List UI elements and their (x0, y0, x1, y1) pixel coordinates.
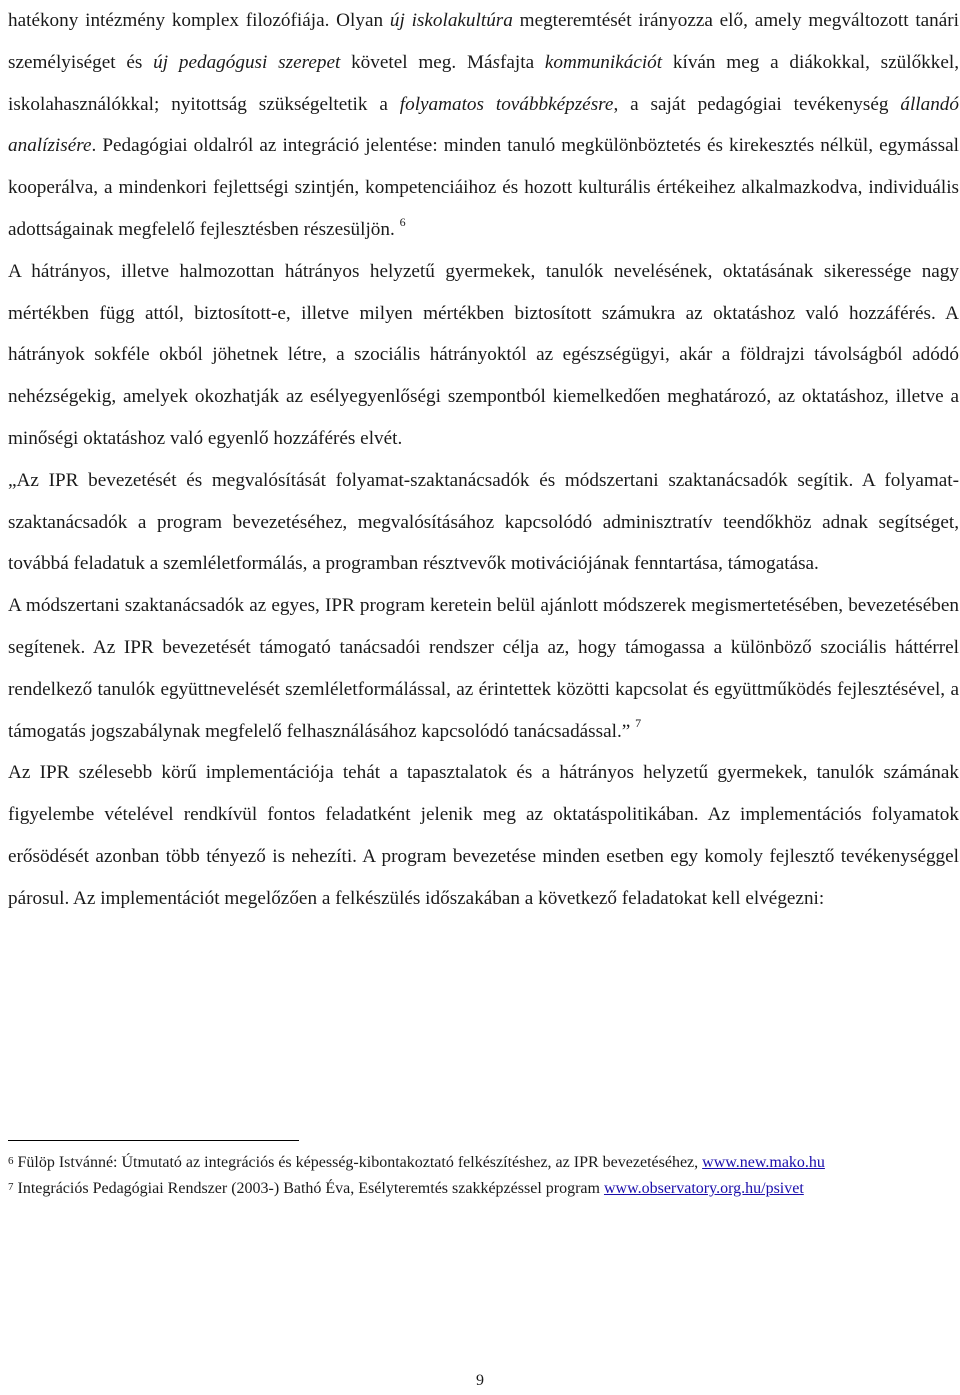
text-segment: Az IPR szélesebb körű implementációja tehát a tapasztalatok és a hátrányos helyzetű gyermekek, tanulók számának figyelembe vételével rendkívül fontos feladatként jelenik meg az oktatáspolitikában. Az implementációs folyamatok erősödését azonban több tényező is nehezíti. A program bevezetése minden esetben egy komoly fejlesztő tevékenységgel párosul. Az implementációt megelőzően a felkészülés időszakában a következő feladatokat kell elvégezni: (8, 762, 959, 909)
footnote-link[interactable]: www.observatory.org.hu/psivet (603, 1180, 804, 1197)
footnote-number: 7 (8, 1181, 14, 1193)
paragraph-disadvantaged-access (8, 251, 959, 460)
italic-text-segment: folyamatos továbbképzésre (399, 93, 614, 115)
footnotes (8, 1152, 959, 1204)
footnote-link[interactable]: www.new.mako.hu (702, 1154, 825, 1171)
paragraph-implementation (8, 752, 959, 919)
text-segment: fajta (500, 51, 545, 73)
text-segment: A hátrányos, illetve halmozottan hátrányos helyzetű gyermekek, tanulók nevelésének, oktatásának sikeressége nagy mértékben függ attól, biztosított-e, illetve milyen mértékben biztosított számukra az oktatáshoz való hozzáférés. A hátrányok sokféle okból jöhetnek létre, a szociális hátrányoktól az egészségügyi, akár a földrajzi távolságból adódó nehézségekig, amelyek okozhatják az esélyegyenlőségi szempontból kiemelkedően meghatározó, az oktatáshoz, illetve a minőségi oktatáshoz való egyenlő hozzáférés elvét. (8, 260, 959, 449)
italic-text-segment: s (492, 51, 500, 73)
paragraph-integration (8, 0, 959, 251)
text-segment: követel meg. Má (340, 51, 493, 73)
document-body (8, 0, 959, 920)
footnote-number: 6 (8, 1155, 14, 1167)
italic-text-segment: új iskolakultúra (389, 10, 513, 31)
italic-text-segment: kommunikációt (544, 51, 663, 73)
footnote-7 (8, 1178, 959, 1200)
footnote-separator (8, 1140, 299, 1141)
text-segment: hatékony intézmény komplex filozófiája. Olyan (8, 10, 390, 31)
text-segment: kíván meg a diákokkal, szülőkkel, iskolahasználókkal; nyitottság szükségeltetik a (8, 51, 959, 115)
footnote-text: Integrációs Pedagógiai Rendszer (2003-) Bathó Éva, Esélyteremtés szakképzéssel program (17, 1180, 600, 1197)
text-segment: , a saját pedagógiai tevékenység (613, 93, 901, 115)
text-segment: „Az IPR bevezetését és megvalósítását folyamat-szaktanácsadók és módszertani szaktanácsadók segítik. A folyamat-szaktanácsadók a program bevezetéséhez, megvalósításához kapcsolódó adminisztratív teendőkhöz adnak segítséget, továbbá feladatuk a szemléletformálás, a programban résztvevők motivációjának fenntartása, támogatása. (8, 469, 959, 575)
footnote-reference[interactable]: 6 (399, 214, 406, 229)
paragraph-methodology-advisors (8, 585, 959, 752)
footnote-text: Fülöp Istvánné: Útmutató az integrációs és képesség-kibontakoztató felkészítéshez, az IPR bevezetéséhez, (17, 1154, 699, 1171)
text-segment: . Pedagógiai oldalról az integráció jelentése: minden tanuló megkülönböztetés és kirekesztés nélkül, egymással kooperálva, a mindenkori fejlettségi szintjén, kompetenciáihoz és hozott kulturális értékeihez alkalmazkodva, individuális adottságainak megfelelő fejlesztésben részesüljön. (8, 135, 959, 240)
footnote-6 (8, 1152, 959, 1174)
text-segment: megteremtését irányozza elő, amely megváltozott tanári személyiséget és (8, 10, 959, 73)
italic-text-segment: új pedagógusi szerepet (153, 51, 341, 73)
text-segment: A módszertani szaktanácsadók az egyes, IPR program keretein belül ajánlott módszerek megismertetésében, bevezetésében segítenek. Az IPR bevezetését támogató tanácsadói rendszer célja az, hogy támogassa a különböző szociális háttérrel rendelkező tanulók együttnevelését szemléletformálással, az érintettek közötti kapcsolat és együttműködés fejlesztésével, a támogatás jogszabálynak megfelelő felhasználásához kapcsolódó tanácsadással.” (8, 595, 959, 742)
paragraph-ipr-advisors-quote (8, 460, 959, 585)
italic-text-segment: állandó analízisére (8, 93, 959, 157)
footnote-reference[interactable]: 7 (635, 716, 642, 731)
page-number: 9 (476, 1372, 484, 1389)
